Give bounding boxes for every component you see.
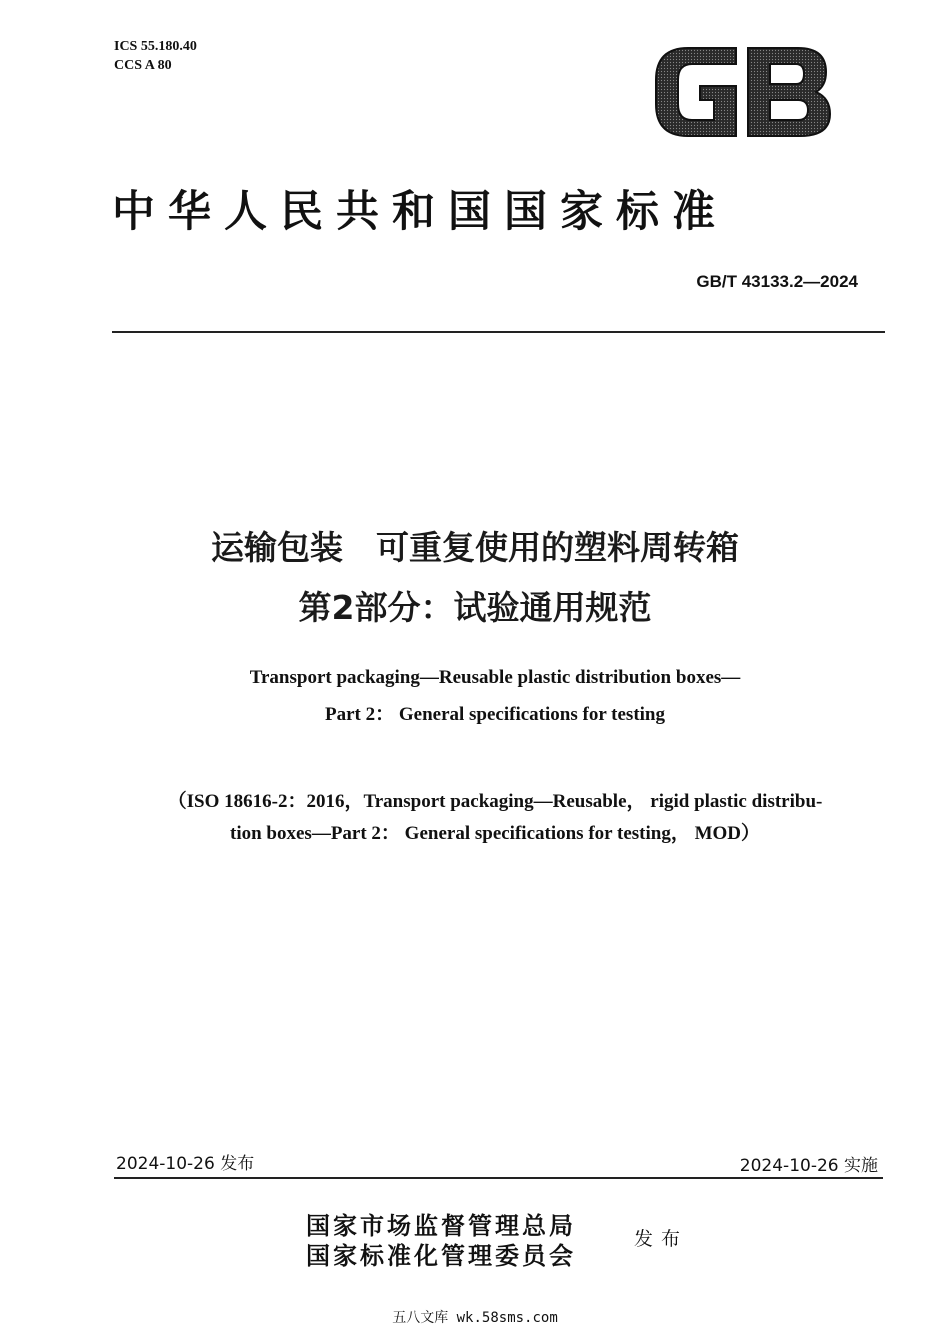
gb-logo (648, 40, 836, 144)
chinese-title-line-1: 运输包装 可重复使用的塑料周转箱 (211, 528, 739, 567)
ics-code: ICS 55.180.40 (114, 39, 197, 54)
footer-watermark: 五八文库 wk.58sms.com (392, 1310, 558, 1326)
iso-reference-line-1: （ISO 18616-2：2016，Transport packaging—Reusable， rigid plastic distribu- (167, 791, 823, 812)
bottom-divider (114, 1177, 883, 1179)
english-title-line-2: Part 2： General specifications for testing (325, 704, 665, 725)
classification-codes (114, 37, 197, 75)
chinese-title-line-2: 第2部分：试验通用规范 (298, 588, 652, 627)
issue-date: 2024-10-26 发布 (116, 1154, 255, 1174)
ccs-code: CCS A 80 (114, 58, 172, 73)
issuer-samr: 国家市场监督管理总局 (306, 1211, 576, 1240)
release-label: 发布 (634, 1228, 689, 1250)
english-title-line-1: Transport packaging—Reusable plastic distribution boxes— (249, 667, 741, 688)
top-divider (112, 331, 885, 333)
national-standard-heading: 中华人民共和国国家标准 (112, 187, 728, 237)
standard-number: GB/T 43133.2—2024 (696, 272, 858, 291)
iso-reference-line-2: tion boxes—Part 2： General specifications for testing， MOD） (230, 823, 760, 844)
implementation-date: 2024-10-26 实施 (739, 1156, 878, 1176)
issuer-sac: 国家标准化管理委员会 (306, 1241, 576, 1270)
